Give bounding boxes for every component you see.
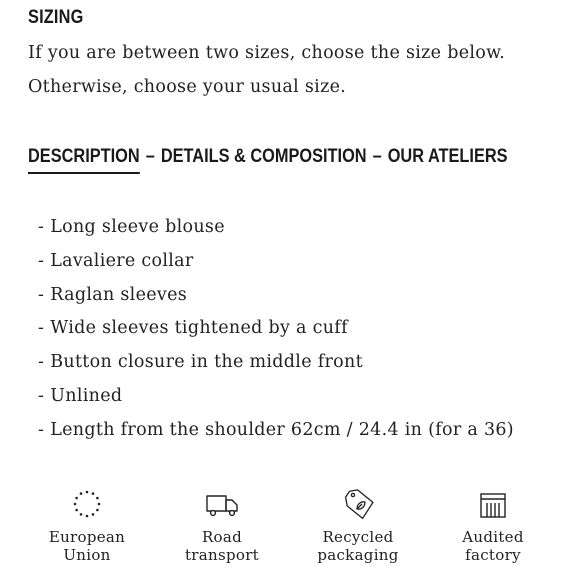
list-item-text: Long sleeve blouse: [50, 217, 225, 237]
bullet-dash: -: [38, 250, 45, 271]
bullet-dash: -: [38, 352, 45, 373]
sizing-advice-line-2: Otherwise, choose your usual size.: [28, 77, 347, 97]
description-tabs: [28, 146, 508, 174]
tab-separator: –: [372, 146, 382, 167]
list-item-text: Raglan sleeves: [50, 284, 188, 305]
tab-details-composition[interactable]: DETAILS & COMPOSITION: [160, 146, 367, 167]
feature-label-line: packaging: [317, 546, 399, 564]
feature-label-line: Road: [201, 528, 243, 546]
feature-label-line: Audited: [462, 528, 524, 546]
sustainability-features: [0, 488, 580, 580]
list-item: [38, 247, 514, 281]
list-item-text: Unlined: [50, 385, 123, 406]
description-list: [38, 213, 514, 450]
bullet-dash: -: [38, 318, 45, 339]
factory-icon: [473, 488, 513, 524]
list-item: [38, 348, 514, 382]
bullet-dash: -: [38, 284, 45, 305]
feature-label: [32, 528, 142, 564]
feature-label-line: European: [48, 528, 126, 546]
tab-our-ateliers[interactable]: OUR ATELIERS: [387, 146, 508, 167]
bullet-dash: -: [38, 217, 45, 237]
list-item: [38, 213, 514, 247]
tab-description[interactable]: DESCRIPTION: [28, 146, 140, 174]
recycle-tag-icon: [338, 488, 378, 524]
truck-icon: [202, 488, 242, 524]
eu-stars-icon: [67, 488, 107, 524]
feature-label-line: Recycled: [322, 528, 394, 546]
list-item-text: Wide sleeves tightened by a cuff: [50, 318, 348, 339]
list-item: [38, 281, 514, 315]
bullet-dash: -: [38, 385, 45, 406]
list-item-text: Lavaliere collar: [50, 250, 194, 271]
tab-separator: –: [145, 146, 155, 167]
feature-road-transport: [167, 488, 277, 564]
list-item: [38, 314, 514, 348]
feature-label-line: Union: [63, 546, 111, 564]
feature-label-line: transport: [184, 546, 260, 564]
sizing-heading: SIZING: [28, 7, 84, 28]
sizing-advice-line-1: If you are between two sizes, choose the size below.: [28, 43, 506, 63]
list-item-text: Length from the shoulder 62cm / 24.4 in (for a 36): [50, 419, 514, 440]
list-item: [38, 416, 514, 450]
feature-label: [167, 528, 277, 564]
feature-label: [303, 528, 413, 564]
feature-audited-factory: [438, 488, 548, 564]
list-item-text: Button closure in the middle front: [50, 352, 363, 373]
list-item: [38, 382, 514, 416]
bullet-dash: -: [38, 419, 45, 440]
feature-european-union: [32, 488, 142, 564]
feature-recycled-packaging: [303, 488, 413, 564]
feature-label: [438, 528, 548, 564]
feature-label-line: factory: [465, 546, 521, 564]
